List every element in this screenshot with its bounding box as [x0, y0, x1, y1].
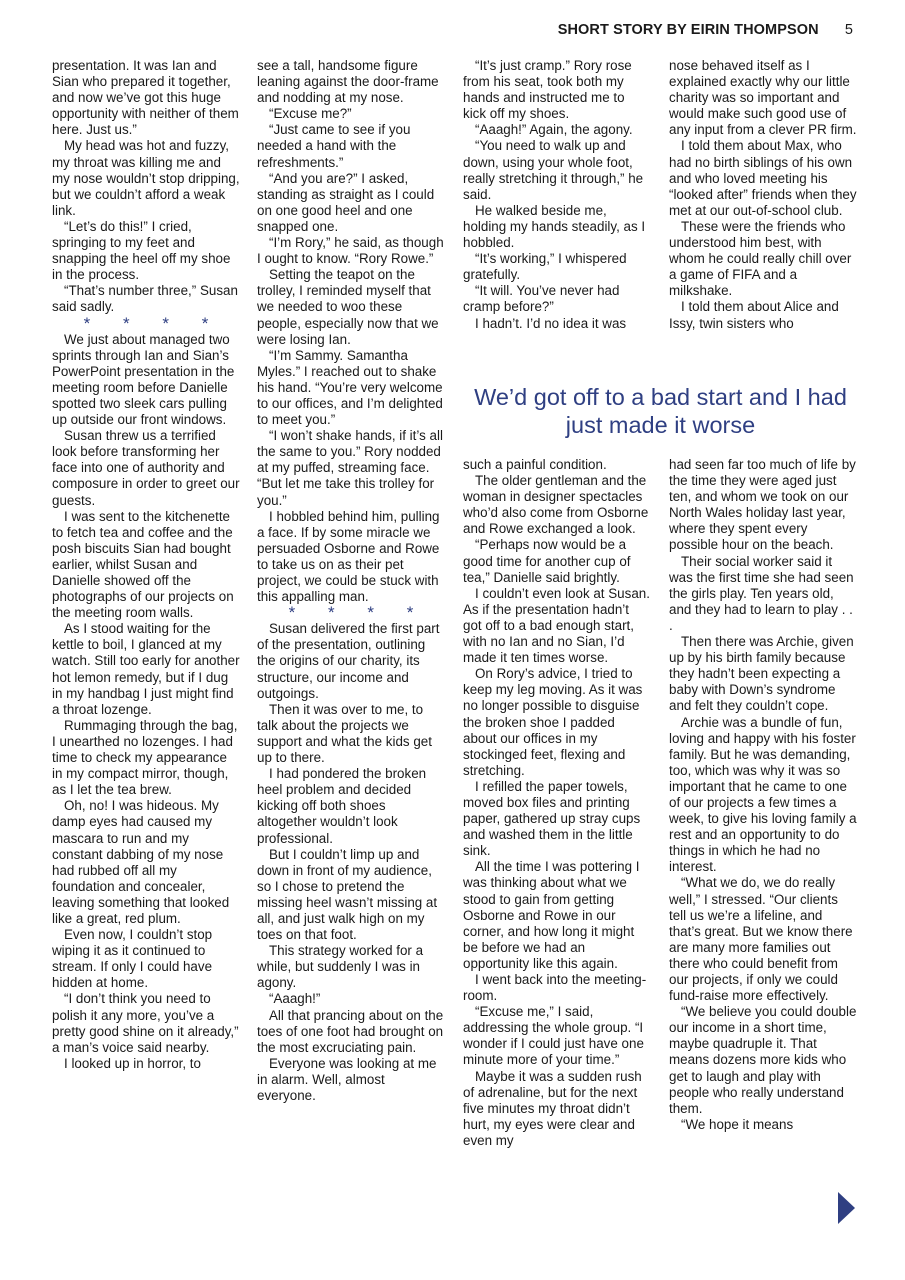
paragraph: I hobbled behind him, pulling a face. If by some miracle we persuaded Osborne and Rowe to take us on as their pet project, we could be stuck with this appalling man.: [257, 508, 440, 605]
paragraph: Setting the teapot on the trolley, I reminded myself that we needed to woo these people, especially now that we were losing Ian.: [257, 267, 439, 347]
paragraph: “Excuse me,” I said, addressing the whole group. “I wonder if I could just have one minute more of your time.”: [463, 1004, 644, 1068]
paragraph: “It’s working,” I whispered gratefully.: [463, 251, 627, 283]
column-3-top: [463, 58, 651, 332]
paragraph: This strategy worked for a while, but suddenly I was in agony.: [257, 943, 424, 991]
paragraph: I looked up in horror, to: [64, 1055, 201, 1071]
paragraph: I had pondered the broken heel problem and decided kicking off both shoes altogether wouldn’t look professional.: [257, 766, 427, 846]
paragraph: Susan threw us a terrified look before transforming her face into one of authority and composure in order to greet our guests.: [52, 428, 240, 508]
paragraph: “I won’t shake hands, if it’s all the same to you.” Rory nodded at my puffed, streaming face. “But let me take this trolley for you.”: [257, 428, 443, 508]
paragraph: As I stood waiting for the kettle to boil, I glanced at my watch. Still too early for another hot lemon remedy, but if I dug in my handbag I just might find a throat lozenge.: [52, 621, 240, 717]
section-break: * * * *: [83, 313, 223, 333]
paragraph: On Rory’s advice, I tried to keep my leg moving. As it was no longer possible to disguise the broken shoe I padded about our offices in my stockinged feet, flexing and stretching.: [463, 666, 643, 778]
paragraph: “I don’t think you need to polish it any more, you’ve a pretty good shine on it already,” a man’s voice said nearby.: [52, 991, 239, 1055]
paragraph: Everyone was looking at me in alarm. Well, almost everyone.: [257, 1055, 437, 1103]
paragraph: I went back into the meeting-room.: [463, 972, 647, 1004]
page-number: 5: [844, 22, 853, 38]
paragraph: I couldn’t even look at Susan. As if the presentation hadn’t got off to a bad enough start, with no Ian and no Sian, I’d made it ten times worse.: [463, 585, 650, 666]
paragraph: I told them about Alice and Issy, twin sisters who: [669, 299, 839, 331]
paragraph: I was sent to the kitchenette to fetch tea and coffee and the posh biscuits Sian had bought earlier, whilst Susan and Danielle showed off the photographs of our projects on the meeting room walls.: [52, 508, 234, 621]
paragraph: We just about managed two sprints through Ian and Sian’s PowerPoint presentation in the meeting room before Danielle spotted two sleek cars pulling up outside our front windows.: [52, 331, 235, 428]
pull-quote: We’d got off to a bad start and I had just made it worse: [474, 384, 847, 438]
paragraph: “Aaagh!”: [269, 991, 321, 1007]
paragraph: Then there was Archie, given up by his birth family because they hadn’t been expecting a baby with Down’s syndrome and felt they couldn’t cope.: [669, 634, 854, 714]
paragraph: see a tall, handsome figure leaning against the door-frame and nodding at my nose.: [257, 58, 439, 106]
triangle-right-icon: [838, 1192, 855, 1224]
paragraph: But I couldn’t limp up and down in front of my audience, so I chose to pretend the missing heel wasn’t missing at all, and just walk high on my toes on that foot.: [257, 846, 438, 943]
column-4-top: [669, 58, 857, 332]
paragraph: The older gentleman and the woman in designer spectacles who’d also come from Osborne and Rowe exchanged a look.: [463, 473, 649, 537]
paragraph: nose behaved itself as I explained exactly why our little charity was so important and would make such good use of any input from a clever PR firm.: [669, 58, 857, 138]
page-header: [558, 22, 853, 38]
paragraph: presentation. It was Ian and Sian who prepared it together, and now we’ve got this huge opportunity with neither of them here. Just us.”: [52, 58, 239, 138]
paragraph: “Aaagh!” Again, the agony.: [475, 122, 633, 138]
paragraph: I refilled the paper towels, moved box files and printing paper, gathered up stray cups and washed them in the little sink.: [463, 778, 641, 859]
paragraph: “That’s number three,” Susan said sadly.: [52, 283, 238, 315]
paragraph: such a painful condition.: [463, 457, 607, 472]
paragraph: All that prancing about on the toes of one foot had brought on the most excruciating pain.: [257, 1007, 444, 1055]
paragraph: “It will. You’ve never had cramp before?”: [463, 283, 620, 315]
paragraph: I told them about Max, who had no birth siblings of his own and who loved meeting his “looked after” friends when they met at our out-of-school club.: [669, 138, 857, 218]
paragraph: All the time I was pottering I was thinking about what we stood to gain from getting Osborne and Rowe in our corner, and how long it might be before we had an opportunity like this again.: [463, 859, 640, 971]
paragraph: “I’m Rory,” he said, as though I ought to know. “Rory Rowe.”: [257, 235, 444, 267]
column-1: [52, 58, 240, 1072]
paragraph: Then it was over to me, to talk about the projects we support and what the kids get up to there.: [257, 701, 432, 766]
paragraph: My head was hot and fuzzy, my throat was killing me and my nose wouldn’t stop dripping, but we couldn’t afford a weak link.: [52, 138, 240, 218]
paragraph: He walked beside me, holding my hands steadily, as I hobbled.: [463, 202, 646, 251]
section-break: * * * *: [288, 603, 428, 623]
paragraph: “It’s just cramp.” Rory rose from his seat, took both my hands and instructed me to kick off my shoes.: [463, 58, 632, 122]
column-2: [257, 58, 445, 1104]
paragraph: “Just came to see if you needed a hand with the refreshments.”: [257, 122, 411, 170]
column-3-bottom: [463, 457, 651, 1149]
paragraph: These were the friends who understood him best, with whom he could really chill over a game of FIFA and a milkshake.: [669, 218, 852, 299]
paragraph: “What we do, we do really well,” I stressed. “Our clients tell us we’re a lifeline, and that’s great. But we know there are many more families out there who could benefit from our projects, if only we could fund-raise more effectively.: [669, 875, 853, 1004]
paragraph: “I’m Sammy. Samantha Myles.” I reached out to shake his hand. “You’re very welcome to our offices, and I’m delighted to meet you.”: [257, 347, 443, 428]
paragraph: Even now, I couldn’t stop wiping it as it continued to stream. If only I could have hidden at home.: [52, 927, 213, 991]
paragraph: Susan delivered the first part of the presentation, outlining the origins of our charity, its structure, our income and outgoings.: [257, 621, 440, 701]
paragraph: “We hope it means: [681, 1116, 794, 1132]
paragraph: Maybe it was a sudden rush of adrenaline, but for the next five minutes my throat didn’t hurt, my eyes were clear and even my: [463, 1068, 642, 1148]
paragraph: Their social worker said it was the first time she had seen the girls play. Ten years old, and they had to learn to play . . .: [669, 553, 854, 633]
paragraph: “We believe you could double our income in a short time, maybe quadruple it. That means dozens more kids who get to laugh and play with people who really understand them.: [669, 1004, 857, 1116]
paragraph: “You need to walk up and down, using your whole foot, really stretching it through,” he said.: [463, 138, 644, 202]
paragraph: Oh, no! I was hideous. My damp eyes had caused my mascara to run and my constant dabbing of my nose had rubbed off all my foundation and concealer, leaving something that looked like a great, red plum.: [52, 798, 230, 926]
paragraph: “Excuse me?”: [269, 106, 352, 122]
paragraph: “Let’s do this!” I cried, springing to my feet and snapping the heel off my shoe in the process.: [52, 218, 231, 283]
paragraph: Archie was a bundle of fun, loving and happy with his foster family. But he was demanding, too, which was why it was so important that he came to one of our projects a few times a week, to give his loving family a rest and an opportunity to do things in which he had no interest.: [669, 714, 857, 875]
paragraph: I hadn’t. I’d no idea it was: [475, 315, 627, 331]
paragraph: “Perhaps now would be a good time for another cup of tea,” Danielle said brightly.: [463, 537, 631, 585]
paragraph: “And you are?” I asked, standing as straight as I could on one good heel and one snapped one.: [257, 170, 435, 234]
story-title: SHORT STORY BY EIRIN THOMPSON: [557, 22, 819, 38]
paragraph: had seen far too much of life by the time they were aged just ten, and whom we took on our North Wales holiday last year, where they spent every possible hour on the beach.: [669, 457, 856, 553]
paragraph: Rummaging through the bag, I unearthed no lozenges. I had time to check my appearance in my compact mirror, though, as I let the tea brew.: [52, 717, 238, 798]
column-4-bottom: [669, 457, 857, 1133]
